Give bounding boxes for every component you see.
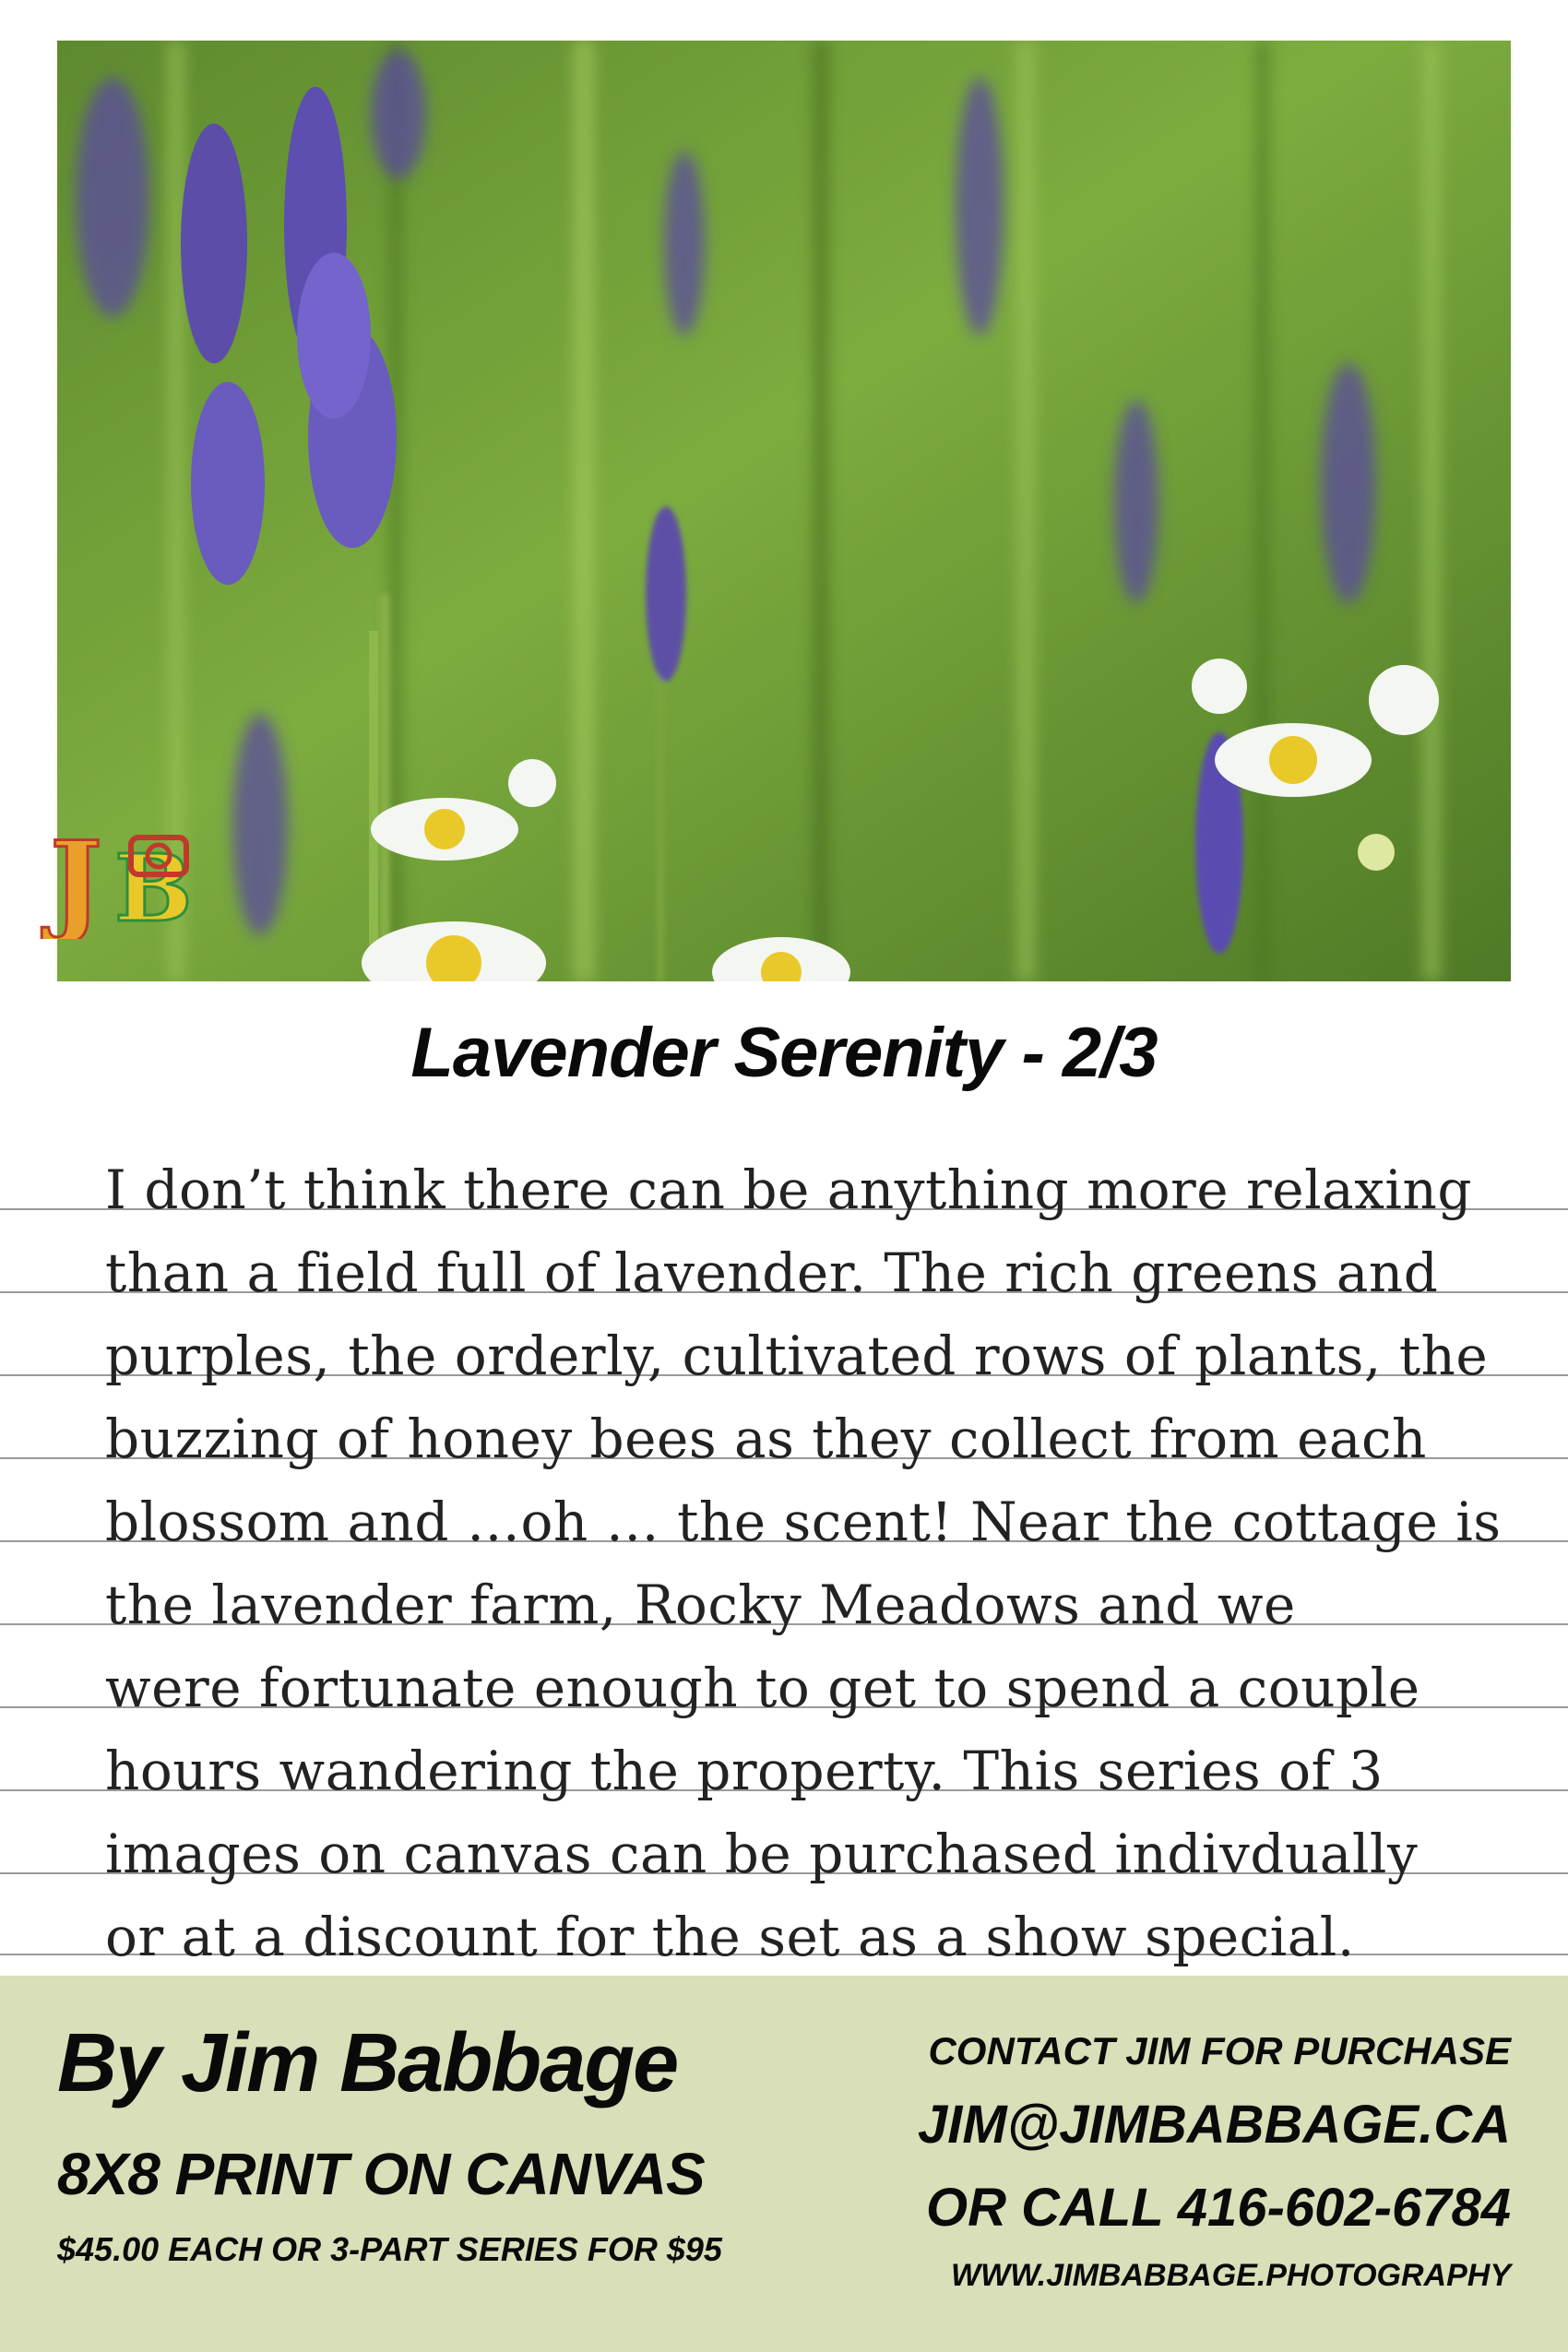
contact-heading: CONTACT JIM FOR PURCHASE <box>928 2029 1511 2073</box>
description-line: buzzing of honey bees as they collect from each <box>105 1408 1427 1470</box>
jb-logo <box>30 801 214 939</box>
website-link[interactable]: WWW.JIMBABBAGE.PHOTOGRAPHY <box>951 2258 1511 2293</box>
description-line: or at a discount for the set as a show special. <box>105 1906 1355 1968</box>
price-info: $45.00 EACH OR 3-PART SERIES FOR $95 <box>57 2230 722 2268</box>
description-line: blossom and …oh … the scent! Near the cottage is <box>105 1491 1502 1553</box>
artwork-description <box>105 1148 1526 1978</box>
contact-phone[interactable]: OR CALL 416-602-6784 <box>925 2178 1511 2238</box>
svg-text:B: B <box>114 834 193 939</box>
description-line: the lavender farm, Rocky Meadows and we <box>105 1574 1296 1636</box>
description-line: were fortunate enough to get to spend a couple <box>105 1657 1420 1719</box>
author-name: By Jim Babbage <box>57 2017 678 2109</box>
description-line: hours wandering the property. This series of 3 <box>105 1740 1384 1802</box>
print-format: 8X8 PRINT ON CANVAS <box>57 2141 705 2207</box>
contact-email[interactable]: JIM@JIMBABBAGE.CA <box>917 2095 1511 2155</box>
description-line: than a field full of lavender. The rich greens and <box>105 1241 1439 1304</box>
lavender-field-image <box>57 41 1511 981</box>
description-line: purples, the orderly, cultivated rows of plants, the <box>105 1324 1489 1387</box>
description-line: images on canvas can be purchased indivdually <box>105 1823 1419 1885</box>
artwork-title: Lavender Serenity - 2/3 <box>410 1014 1158 1092</box>
svg-text:J: J <box>50 817 102 939</box>
description-line: I don’t think there can be anything more relaxing <box>105 1158 1472 1221</box>
lavender-photo <box>57 41 1511 981</box>
